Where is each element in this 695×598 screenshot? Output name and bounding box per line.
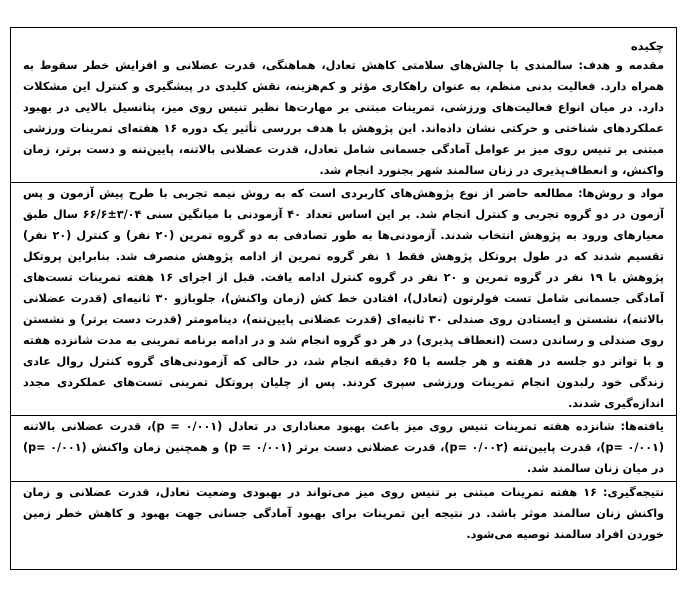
methods-text: مطالعه حاضر از نوع پژوهش‌های کاربردی است که به روش نیمه تجربی با طرح پیش آزمون و پس آزمون در دو گروه تجربی و کنترل انجام شد. بر این اساس تعداد ۴۰ آزمودنی با میانگین سنی ۳/۰۴±۶۶/۶ سال طبق معیارهای ورود به پژوهش انتخاب شدند. آزمودنی‌ها به طور تصادفی به دو گروه تمرین (۲۰ نفر) و کنترل (۲۰ نفر) تقسیم شدند که در طول پروتکل پژوهش فقط ۱ نفر گروه تمرین از ادامه پژوهش منصرف شد. بنابراین پروتکل پژوهش با ۱۹ نفر در گروه تمرین و ۲۰ نفر در گروه کنترل ادامه یافت. قبل از اجرای ۱۶ هفته تمرینات تست‌های آمادگی جسمانی شامل تست فولرتون (تعادل)، افتادن خط کش (زمان واکنش)، جلوبازو ۳۰ ثانیه‌ای (قدرت عضلانی بالاتنه)، نشستن و ایستادن روی صندلی ۳۰ ثانیه‌ای (قدرت عضلانی پایین‌تنه)، دینامومتر (قدرت دست برتر) و نشستن روی صندلی و رساندن دست (انعطاف پذیری) در هر دو گروه انجام شد و در ادامه برنامه تمرینی به مدت شانزده هفته و با تواتر دو جلسه در هفته و هر جلسه با ۶۵ دقیقه انجام شد، در حالی که آزمودنی‌های گروه کنترل روال عادی زندگی خود رلبدون انجام تمرینات ورزشی سپری کردند. پس از چلیان پروتکل تمرینی تست‌های عملکردی مجدد اندازه‌گیری شدند.	[23, 187, 665, 410]
conclusion-text: ۱۶ هفته تمرینات مبتنی بر تنیس روی میز می‌تواند در بهبودی وضعیت تعادل، قدرت عضلانی و زمان واکنش زنان سالمند موثر باشد. در نتیجه این تمرینات برای بهبود آمادگی جسانی جهت بهبود و کاهش خطر زمین خوردن افراد سالمند توصیه می‌شود.	[23, 486, 664, 541]
abstract-box	[10, 27, 677, 570]
results-paragraph	[23, 417, 664, 480]
results-text: شانزده هفته تمرینات تنیس روی میز باعث بهبود معناداری در تعادل (۰/۰۰۱ = p)، قدرت عضلانی بالاتنه (۰/۰۰۱ =p)، قدرت پایین‌تنه (۰/۰۰۲ =p)، قدرت عضلانی دست برتر (۰/۰۰۱ = p) و همچنین زمان واکنش (۰/۰۰۱ =p) در میان زنان سالمند شد.	[23, 420, 665, 476]
section-divider	[11, 415, 676, 416]
methods-label: مواد و روش‌ها:	[578, 187, 664, 201]
introduction-paragraph	[23, 56, 664, 181]
abstract-heading: چکیده	[630, 39, 664, 53]
conclusion-paragraph	[23, 483, 664, 546]
conclusion-label: نتیجه‌گیری:	[603, 486, 664, 500]
introduction-text: سالمندی با چالش‌های سلامتی کاهش تعادل، هماهنگی، قدرت عضلانی و افزایش خطر سقوط به همراه دارد. فعالیت بدنی منظم، به عنوان راهکاری مؤثر و کم‌هزینه، نقش کلیدی در پیشگیری و کنترل این مشکلات دارد. در میان انواع فعالیت‌های ورزشی، تمرینات مبتنی بر مهارت‌ها نظیر تنیس روی میز، پتانسیل بالایی در بهبود عملکردهای شناختی و حرکتی نشان داده‌اند. این پژوهش با هدف بررسی تأثیر یک دوره ۱۶ هفته‌ای تمرینات ورزشی مبتنی بر تنیس روی میز بر عوامل آمادگی جسمانی شامل تعادل، قدرت عضلانی بالاتنه، پایین‌تنه و دست برتر، زمان واکنش، و انعطاف‌پذیری در زنان سالمند شهر بجنورد انجام شد.	[23, 59, 664, 177]
results-label: یافته‌ها:	[620, 420, 665, 434]
section-divider	[11, 481, 676, 482]
methods-paragraph	[23, 184, 664, 414]
introduction-label: مقدمه و هدف:	[578, 59, 664, 72]
section-divider	[11, 182, 676, 183]
